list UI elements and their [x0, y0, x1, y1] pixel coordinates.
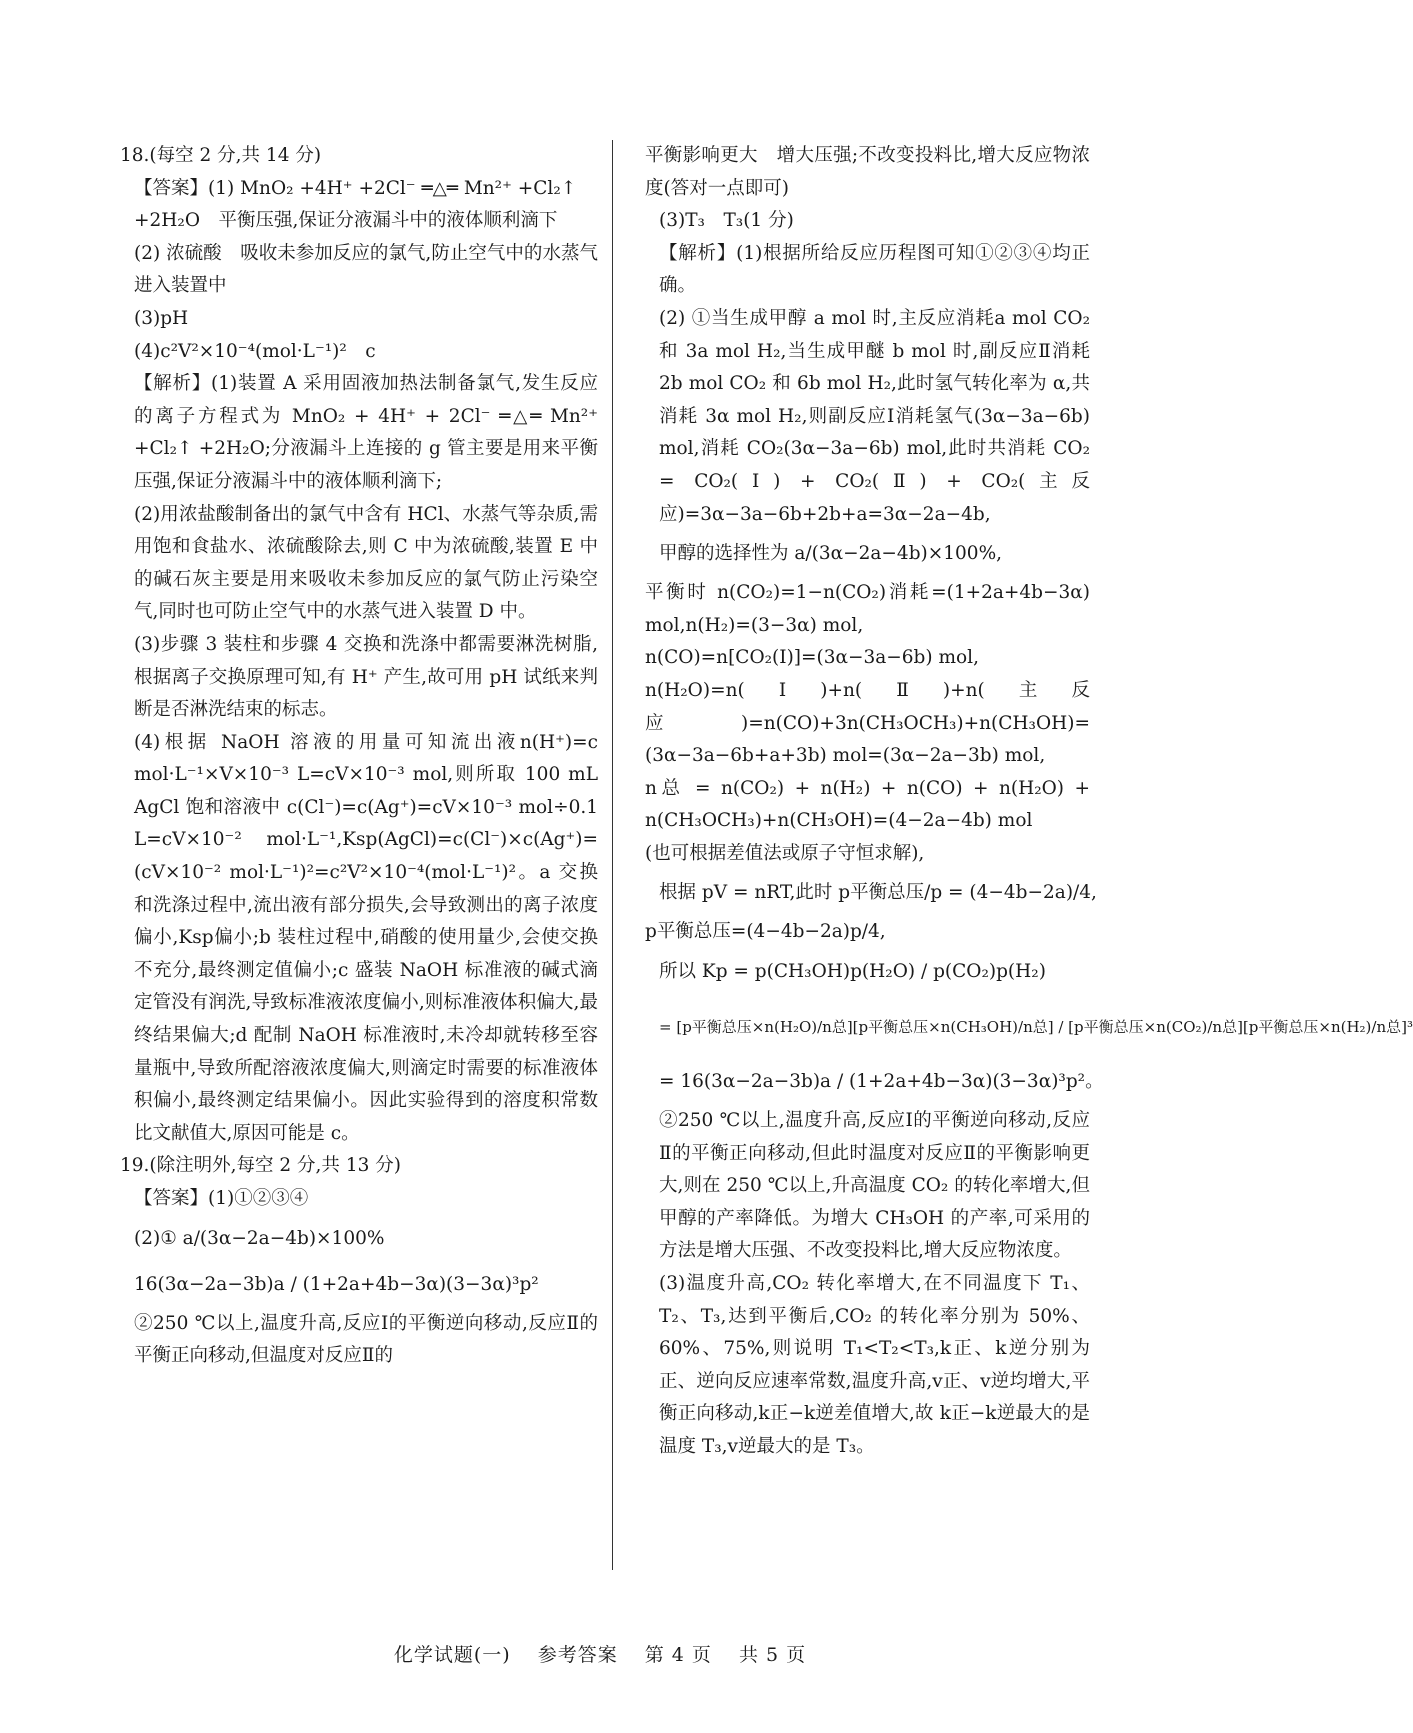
r-line-1: 平衡影响更大 增大压强;不改变投料比,增大反应物浓度(答对一点即可)	[645, 145, 1090, 199]
r-line-10: (也可根据差值法或原子守恒求解),	[645, 842, 925, 864]
r-line-11: 根据 pV = nRT,此时 p平衡总压/p = (4−4b−2a)/4,	[659, 882, 1097, 904]
r-line-5: 甲醇的选择性为 a/(3α−2a−4b)×100%,	[659, 543, 1003, 565]
q18-answer-2: (2) 浓硫酸 吸收未参加反应的氯气,防止空气中的水蒸气进入装置中	[134, 242, 598, 297]
column-divider	[612, 140, 613, 1570]
q19-answer-2b: 16(3α−2a−3b)a / (1+2a+4b−3α)(3−3α)³p²	[134, 1273, 539, 1295]
q19-answer-2a: (2)① a/(3α−2a−4b)×100%	[134, 1227, 385, 1249]
q18-header: 18.(每空 2 分,共 14 分)	[120, 145, 322, 166]
r-line-6: 平衡时 n(CO₂)=1−n(CO₂)消耗=(1+2a+4b−3α) mol,n(H₂)=(3−3α) mol,	[645, 582, 1090, 636]
q19-answer-2c: ②250 ℃以上,温度升高,反应Ⅰ的平衡逆向移动,反应Ⅱ的平衡正向移动,但温度对反应Ⅱ的	[134, 1312, 598, 1367]
q18-explanation-1: 【解析】(1)装置 A 采用固液加热法制备氯气,发生反应的离子方程式为 MnO₂ + 4H⁺ + 2Cl⁻ ═△═ Mn²⁺ +Cl₂↑ +2H₂O;分液漏斗上连接的 g 管主要是用来平衡压强,保证分液漏斗中的液体顺利滴下;	[134, 373, 598, 492]
r-line-14: = [p平衡总压×n(H₂O)/n总][p平衡总压×n(CH₃OH)/n总] / [p平衡总压×n(CO₂)/n总][p平衡总压×n(H₂)/n总]³	[659, 1018, 1413, 1037]
r-line-15: = 16(3α−2a−3b)a / (1+2a+4b−3α)(3−3α)³p²。	[659, 1071, 1104, 1093]
r-line-13: 所以 Kp = p(CH₃OH)p(H₂O) / p(CO₂)p(H₂)	[659, 961, 1046, 983]
q18-answer-1: 【答案】(1) MnO₂ +4H⁺ +2Cl⁻ ═△═ Mn²⁺ +Cl₂↑	[134, 177, 577, 199]
footer-label: 参考答案	[537, 1644, 618, 1666]
q18-explanation-2: (2)用浓盐酸制备出的氯气中含有 HCl、水蒸气等杂质,需用饱和食盐水、浓硫酸除去,则 C 中为浓硫酸,装置 E 中的碱石灰主要是用来吸收未参加反应的氯气防止污染空气,同时也可防止空气中的水蒸气进入装置 D 中。	[134, 503, 598, 623]
left-column	[120, 140, 598, 1373]
q18-explanation-4: (4)根据 NaOH 溶液的用量可知流出液n(H⁺)=c mol·L⁻¹×V×10⁻³ L=cV×10⁻³ mol,则所取 100 mL AgCl 饱和溶液中 c(Cl⁻)=c(Ag⁺)=cV×10⁻³ mol÷0.1 L=cV×10⁻² mol·L⁻¹,Ksp(AgCl)=c(Cl⁻)×c(Ag⁺)=(cV×10⁻² mol·L⁻¹)²=c²V²×10⁻⁴(mol·L⁻¹)²。a 交换和洗涤过程中,流出液有部分损失,会导致测出的离子浓度偏小,Ksp偏小;b 装柱过程中,硝酸的使用量少,会使交换不充分,最终测定值偏小;c 盛装 NaOH 标准液的碱式滴定管没有润洗,导致标准液浓度偏小,则标准液体积偏大,最终结果偏大;d 配制 NaOH 标准液时,未冷却就转移至容量瓶中,导致所配溶液浓度偏大,则滴定时需要的标准液体积偏小,最终测定结果偏小。因此实验得到的溶度积常数比文献值大,原因可能是 c。	[134, 731, 598, 1144]
q19-header: 19.(除注明外,每空 2 分,共 13 分)	[120, 1155, 401, 1177]
q18-answer-3: (3)pH	[134, 307, 189, 329]
r-line-2: (3)T₃ T₃(1 分)	[659, 210, 794, 232]
r-line-9: n总 = n(CO₂) + n(H₂) + n(CO) + n(H₂O) + n(CH₃OCH₃)+n(CH₃OH)=(4−2a−4b) mol	[645, 777, 1090, 832]
q18-answer-4: (4)c²V²×10⁻⁴(mol·L⁻¹)² c	[134, 340, 376, 362]
r-line-8: n(H₂O)=n(Ⅰ)+n(Ⅱ)+n(主反应)=n(CO)+3n(CH₃OCH₃)+n(CH₃OH)=(3α−3a−6b+a+3b) mol=(3α−2a−3b) mol,	[645, 679, 1090, 767]
footer-subject: 化学试题(一)	[393, 1644, 511, 1666]
q18-explanation-3: (3)步骤 3 装柱和步骤 4 交换和洗涤中都需要淋洗树脂,根据离子交换原理可知,有 H⁺ 产生,故可用 pH 试纸来判断是否淋洗结束的标志。	[134, 633, 598, 721]
right-column	[645, 140, 1413, 1464]
r-line-7: n(CO)=n[CO₂(Ⅰ)]=(3α−3a−6b) mol,	[645, 647, 979, 669]
footer-total: 共 5 页	[738, 1644, 807, 1666]
page-footer	[0, 1640, 1200, 1667]
q18-answer-1b: +2H₂O 平衡压强,保证分液漏斗中的液体顺利滴下	[134, 210, 558, 232]
footer-page: 第 4 页	[644, 1644, 712, 1666]
r-line-3: 【解析】(1)根据所给反应历程图可知①②③④均正确。	[659, 242, 1090, 297]
q19-answer-1: 【答案】(1)①②③④	[134, 1188, 309, 1209]
r-line-16: ②250 ℃以上,温度升高,反应Ⅰ的平衡逆向移动,反应Ⅱ的平衡正向移动,但此时温度对反应Ⅱ的平衡影响更大,则在 250 ℃以上,升高温度 CO₂ 的转化率增大,但甲醇的产率降低。为增大 CH₃OH 的产率,可采用的方法是增大压强、不改变投料比,增大反应物浓度。	[659, 1110, 1090, 1262]
r-line-4: (2) ①当生成甲醇 a mol 时,主反应消耗a mol CO₂ 和 3a mol H₂,当生成甲醚 b mol 时,副反应Ⅱ消耗 2b mol CO₂ 和 6b mol H₂,此时氢气转化率为 α,共消耗 3α mol H₂,则副反应Ⅰ消耗氢气(3α−3a−6b) mol,消耗 CO₂(3α−3a−6b) mol,此时共消耗 CO₂ = CO₂(Ⅰ) + CO₂(Ⅱ) + CO₂(主反应)=3α−3a−6b+2b+a=3α−2a−4b,	[659, 307, 1090, 525]
r-line-12: p平衡总压=(4−4b−2a)p/4,	[645, 921, 886, 943]
r-line-17: (3)温度升高,CO₂ 转化率增大,在不同温度下 T₁、T₂、T₃,达到平衡后,CO₂ 的转化率分别为 50%、60%、75%,则说明 T₁<T₂<T₃,k正、k逆分别为正、逆向反应速率常数,温度升高,v正、v逆均增大,平衡正向移动,k正−k逆差值增大,故 k正−k逆最大的是温度 T₃,v逆最大的是 T₃。	[659, 1273, 1090, 1457]
